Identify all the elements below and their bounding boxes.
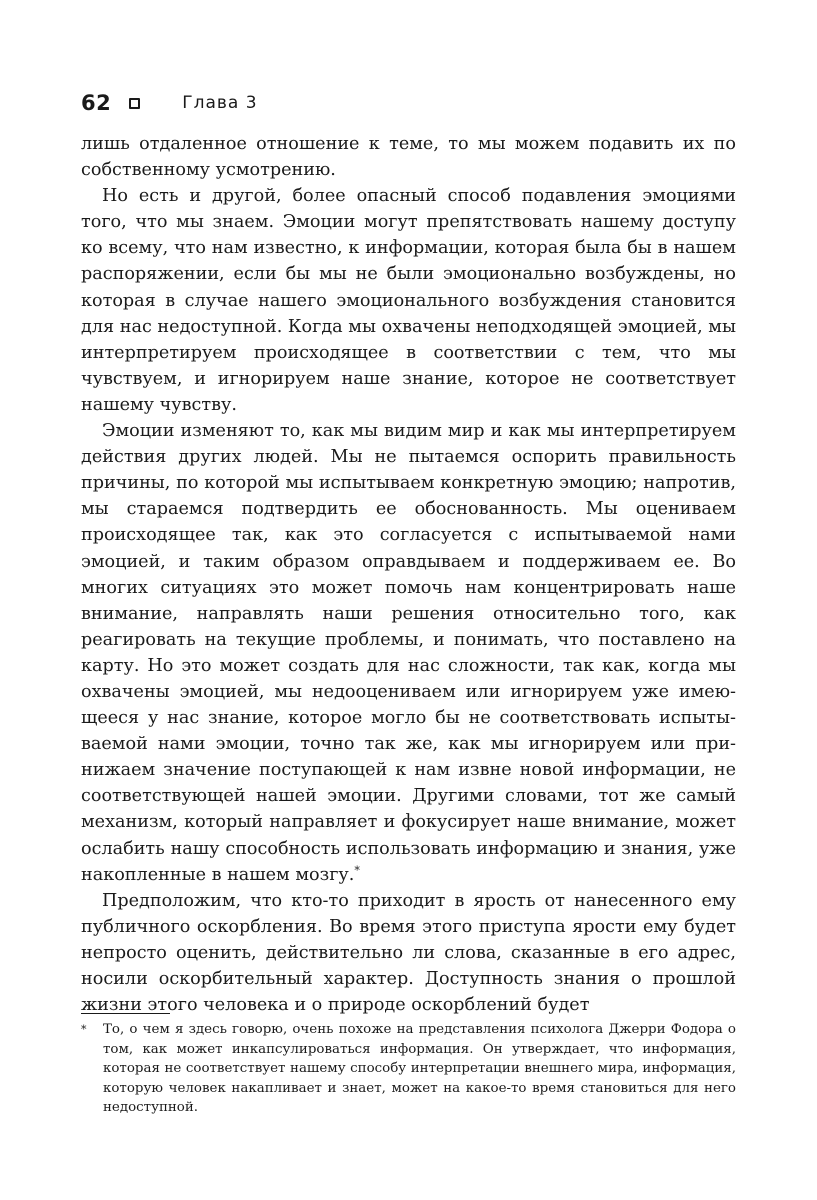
running-header: [81, 88, 258, 118]
footnote: [81, 1020, 736, 1118]
footnote-text: То, о чем я здесь говорю, очень похоже на представления психолога Джерри Фодора о том, как может инкапсулироваться информация. Он утверждает, что информация, которая не соответствует нашему способу интерпретации внешнего мира, информация, которую человек накапливает и знает, может на какое-то время становиться для него недоступной.: [103, 1022, 736, 1115]
paragraph: лишь отдаленное отношение к теме, то мы можем подавить их по собственному усмотрению.: [81, 134, 736, 181]
footnote-divider: [81, 1013, 170, 1014]
page-number: 62: [81, 91, 112, 115]
square-icon: [129, 98, 140, 109]
body-text: [81, 131, 736, 1018]
footnote-marker: *: [81, 1023, 87, 1036]
paragraph: Предположим, что кто-то приходит в ярость от нанесенного ему публичного оскорбления. Во время этого приступа ярости ему будет непросто оценить, действительно ли слова, сказанные в его адрес, носили оскорбительный характер. Доступность знания о прошлой жизни этого человека и о природе оскорблений будет: [81, 890, 736, 1016]
paragraph: [81, 418, 736, 888]
chapter-title: Глава 3: [182, 93, 258, 113]
footnote-reference: *: [354, 863, 360, 877]
paragraph: Но есть и другой, более опасный способ подавления эмоциями того, что мы знаем. Эмоции могут препятствовать нашему доступу ко всему, что нам известно, к информации, которая была бы в нашем распоряжении, если бы мы не были эмоционально возбуждены, но которая в случае нашего эмоционального возбуждения становится для нас недоступной. Когда мы охвачены неподходящей эмоцией, мы интерпретируем происходящее в соответствии с тем, что мы чувствуем, и игнорируем наше знание, которое не соответствует нашему чувству.: [81, 186, 736, 415]
paragraph-text: Эмоции изменяют то, как мы видим мир и как мы интерпретируем действия других людей. Мы не пытаемся оспорить правильность причины, по которой мы испытываем конкретную эмоцию; напротив, мы стараемся подтвердить ее обоснованность. Мы оцениваем происходящее так, как это согласуется с испытываемой нами эмоцией, и таким образом оправдываем и поддерживаем ее. Во многих ситуациях это может помочь нам концентрировать наше внимание, направлять наши решения относительно того, как реагировать на текущие проблемы, и понимать, что поставлено на карту. Но это может создать для нас сложности, так как, когда мы охвачены эмоцией, мы недооцениваем или игнорируем уже имеющееся у нас знание, которое могло бы не соответствовать испытываемой нами эмоции, точно так же, как мы игнорируем или принижаем значение поступающей к нам извне новой информации, не соответствующей нашей эмоции. Другими словами, тот же самый механизм, который направляет и фокусирует наше внимание, может ослабить нашу способность использовать информацию и знания, уже накопленные в нашем мозгу.: [81, 421, 736, 885]
